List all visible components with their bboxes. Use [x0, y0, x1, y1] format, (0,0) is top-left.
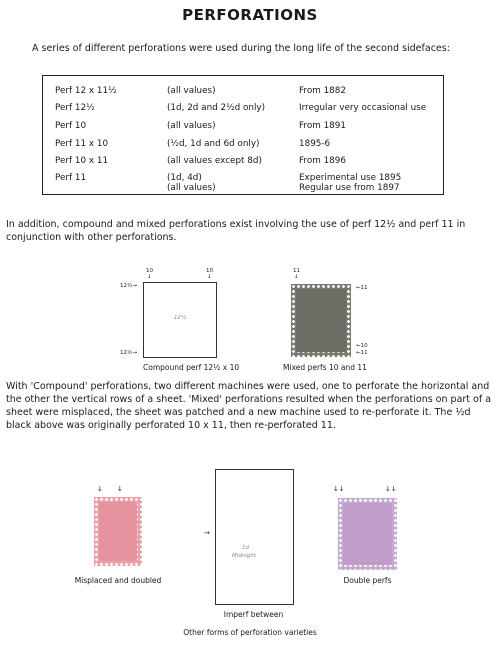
stamp-portrait	[296, 289, 346, 352]
perf-cell: Perf 12½	[55, 103, 95, 113]
date-cell: Experimental use 1895	[299, 173, 402, 183]
arrow-down-icon: ↓	[117, 485, 123, 493]
values-cell: (½d, 1d and 6d only)	[167, 139, 260, 149]
date-cell: Irregular very occasional use	[299, 103, 427, 113]
annotation-top-left: 10	[146, 268, 153, 274]
perf-cell: Perf 11	[55, 173, 87, 183]
annotation-right-bottom: ←11	[356, 350, 368, 356]
double-perf-stamp	[338, 498, 397, 570]
compound-caption: Compound perf 12½ x 10	[143, 363, 240, 372]
footer-caption: Other forms of perforation varieties	[183, 628, 317, 637]
date-cell: From 1891	[299, 121, 346, 131]
annotation-left-top: 12½→	[120, 283, 137, 289]
pencil-note: 1d	[242, 545, 249, 551]
arrow-down-icon: ↓	[207, 274, 212, 280]
perf-cell: Perf 10 x 11	[55, 156, 109, 166]
mixed-perf-stamp	[291, 284, 351, 357]
mixed-caption: Mixed perfs 10 and 11	[283, 363, 367, 372]
date-cell: Regular use from 1897	[299, 183, 400, 193]
arrow-down-icon: ↓	[97, 485, 103, 493]
page-title: PERFORATIONS	[182, 6, 318, 24]
arrow-down-icon: ↓	[147, 274, 152, 280]
compound-paragraph: In addition, compound and mixed perforations exist involving the use of perf 12½ and perf 11 in conjunction with other perforations.	[6, 219, 466, 243]
values-cell: (all values)	[167, 121, 216, 131]
date-cell: From 1882	[299, 86, 346, 96]
imperf-stamp-pair	[215, 469, 294, 605]
annotation-left-bottom: 12½→	[120, 350, 137, 356]
values-cell: (1d, 2d and 2½d only)	[167, 103, 266, 113]
misplaced-stamp	[94, 497, 142, 566]
perf-cell: Perf 10	[55, 121, 87, 131]
stamp-portrait	[343, 503, 392, 565]
mixed-paragraph: With 'Compound' perforations, two different machines were used, one to perforate the horizontal and the other the vertical rows of a sheet. 'Mixed' perforations resulted when the perforations on part of a sheet were misplaced, the sheet was patched and a new machine used to re-perforate it. The ½d black above was originally perforated 10 x 11, then re-perforated 11.	[6, 381, 492, 431]
values-cell: (all values)	[167, 183, 216, 193]
annotation-right-top: ←11	[356, 285, 368, 291]
arrow-right-icon: →	[204, 529, 210, 537]
annotation-top-right: 10	[206, 268, 213, 274]
annotation-top: 11	[293, 268, 300, 274]
stamp-portrait	[99, 502, 137, 561]
arrow-down-icon: ↓↓	[333, 485, 345, 493]
date-cell: From 1896	[299, 156, 346, 166]
pencil-note: 12½	[174, 315, 187, 321]
values-cell: (all values except 8d)	[167, 156, 262, 166]
values-cell: (1d, 4d)	[167, 173, 202, 183]
perf-cell: Perf 12 x 11½	[55, 86, 117, 96]
perforation-table	[42, 75, 444, 195]
arrow-down-icon: ↓↓	[385, 485, 397, 493]
double-caption: Double perfs	[343, 576, 392, 585]
compound-stamp	[143, 282, 217, 358]
pencil-note: Midnight	[232, 553, 256, 559]
annotation-right-mid: ←10	[356, 343, 368, 349]
misplaced-caption: Misplaced and doubled	[74, 576, 162, 585]
perf-cell: Perf 11 x 10	[55, 139, 109, 149]
arrow-down-icon: ↓	[294, 274, 299, 280]
date-cell: 1895-6	[299, 139, 331, 149]
imperf-caption: Imperf between	[223, 610, 284, 619]
values-cell: (all values)	[167, 86, 216, 96]
intro-text: A series of different perforations were used during the long life of the second sidefaces:	[32, 43, 450, 54]
